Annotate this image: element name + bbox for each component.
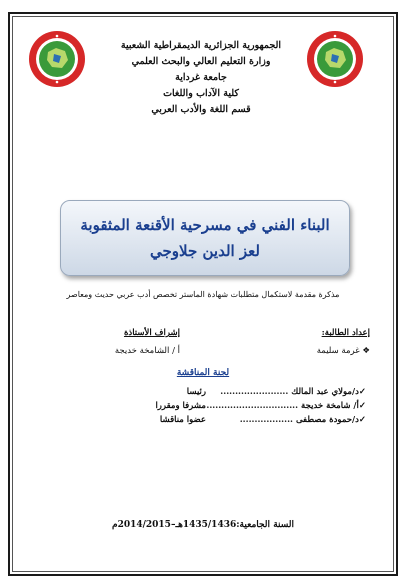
header-line-republic: الجمهورية الجزائرية الديمقراطية الشعبية (120, 40, 282, 51)
committee-title: لجنة المناقشة (176, 368, 230, 378)
thesis-title-line1: البناء الفني في مسرحية الأقنعة المثقوبة (80, 216, 330, 234)
committee-member-role: رئيسا (186, 387, 206, 397)
supervisor-label: إشراف الأستاذة (123, 328, 180, 338)
committee-member-role: عضوا مناقشا (159, 415, 206, 425)
student-block (250, 328, 370, 356)
student-name: ❖ غرمة سليمة (316, 346, 370, 356)
header-line-ministry: وزارة التعليم العالي والبحث العلمي (131, 56, 271, 67)
committee-member-role: مشرفا ومقررا (155, 401, 206, 411)
student-label: إعداد الطالبة: (321, 328, 370, 338)
committee-member-row (50, 413, 366, 427)
committee-member-name: ✓د/حمودة مصطفى .................. (239, 415, 366, 425)
thesis-title-box (60, 200, 350, 276)
institution-header (96, 38, 306, 118)
header-line-faculty: كلية الآداب واللغات (163, 88, 239, 99)
supervisor-name: أ / الشامخة خديجة (114, 346, 180, 356)
academic-year: السنة الجامعية:1435/1436هـ–2014/2015م (111, 520, 295, 530)
header-line-department: قسم اللغة والأدب العربي (151, 104, 251, 115)
thesis-title-line2: لعز الدين جلاوجي (150, 242, 260, 260)
committee-member-name: ✓أ/ شامخة خديجة ............................... (206, 401, 366, 411)
committee-member-row (50, 385, 366, 399)
committee-member-row (50, 399, 366, 413)
university-logo-icon (28, 30, 86, 88)
supervisor-block (60, 328, 180, 356)
committee-member-name: ✓د/مولاي عبد المالك ....................... (220, 387, 366, 397)
university-logo-icon (306, 30, 364, 88)
committee-list (50, 385, 366, 427)
memo-description: مذكرة مقدمة لاستكمال متطلبات شهادة الماستر تخصص أدب عربي حديث ومعاصر (66, 290, 340, 299)
header-line-university: جامعة غرداية (175, 72, 227, 83)
